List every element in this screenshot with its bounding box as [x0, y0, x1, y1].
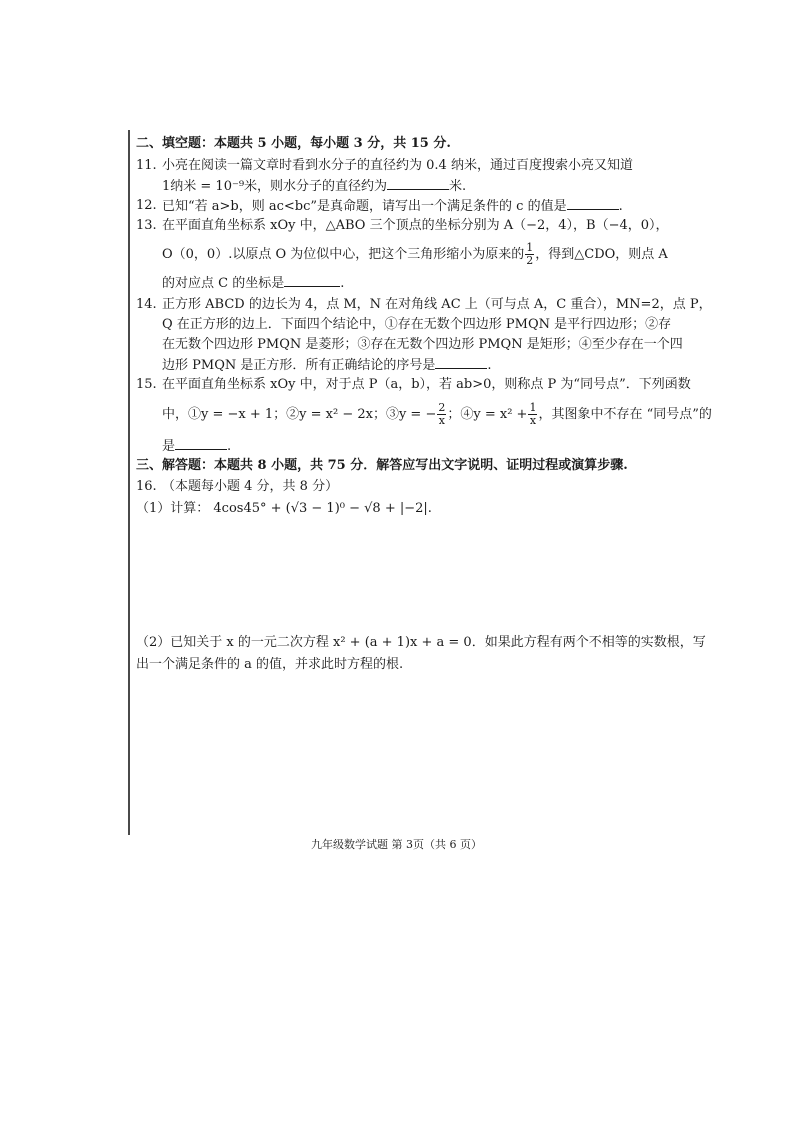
q15-line-2	[162, 402, 712, 427]
q13-fraction-numerator: 1	[526, 241, 534, 254]
q11-line-2-end: 米.	[449, 179, 467, 194]
q15-fraction-2-numerator: 1	[529, 401, 537, 414]
q11-line-2	[162, 177, 466, 195]
q16-part-1: （1）计算： 4cos45° + (√3 − 1)⁰ − √8 + |−2|.	[136, 501, 432, 516]
q11-line-1: 小亮在阅读一篇文章时看到水分子的直径约为 0.4 纳米，通过百度搜索小亮又知道	[162, 158, 633, 173]
q15-line-3	[162, 437, 231, 455]
q13-answer-blank[interactable]	[284, 274, 340, 287]
q16-header: （本题每小题 4 分，共 8 分）	[162, 479, 339, 494]
q14-line-4-text: 边形 PMQN 是正方形．所有正确结论的序号是	[162, 358, 436, 373]
q15-line-3-text: 是	[162, 439, 176, 454]
q13-number: 13.	[136, 218, 157, 233]
q14-line-3: 在无数个四边形 PMQN 是菱形；③存在无数个四边形 PMQN 是矩形；④至少存在一个四	[162, 337, 683, 352]
q13-line-1: 在平面直角坐标系 xOy 中，△ABO 三个顶点的坐标分别为 A（−2，4），B（−4，0），	[162, 218, 669, 233]
q15-number: 15.	[136, 377, 157, 392]
q13-line-2-text: O（0，0）.以原点 O 为位似中心，把这个三角形缩小为原来的	[162, 247, 525, 262]
q15-fraction-1-over-x	[528, 402, 537, 427]
q14-line-1: 正方形 ABCD 的边长为 4，点 M，N 在对角线 AC 上（可与点 A，C 重合），MN=2，点 P，	[162, 297, 712, 312]
q13-line-3-end: .	[340, 276, 345, 291]
q12-text: 已知“若 a>b，则 ac<bc”是真命题，请写出一个满足条件的 c 的值是	[162, 199, 567, 214]
q13-line-3-text: 的对应点 C 的坐标是	[162, 276, 285, 291]
q15-fraction-1-numerator: 2	[438, 401, 446, 414]
q12-line	[162, 197, 623, 215]
q13-line-2	[162, 242, 668, 267]
q16-part-2-line-2: 出一个满足条件的 a 的值，并求此时方程的根.	[136, 657, 404, 672]
q12-end: .	[618, 199, 623, 214]
q15-fraction-2-over-x	[437, 402, 446, 427]
q14-number: 14.	[136, 297, 157, 312]
q14-line-4-end: .	[487, 358, 492, 373]
q12-answer-blank[interactable]	[567, 197, 619, 210]
q14-line-2: Q 在正方形的边上．下面四个结论中，①存在无数个四边形 PMQN 是平行四边形；②存	[162, 317, 672, 332]
q16-number: 16.	[136, 479, 157, 494]
q11-answer-blank[interactable]	[387, 177, 449, 190]
q13-line-2-end: ，得到△CDO，则点 A	[535, 247, 668, 262]
q12-number: 12.	[136, 198, 157, 213]
q14-answer-blank[interactable]	[435, 356, 487, 369]
q11-line-2-text: 1纳米 = 10⁻⁹米，则水分子的直径约为	[162, 179, 388, 194]
q15-fraction-2-denominator: x	[529, 414, 537, 427]
section-2-title: 二、填空题：本题共 5 小题，每小题 3 分，共 15 分.	[136, 136, 451, 151]
q15-line-3-end: .	[227, 439, 232, 454]
page-footer: 九年级数学试题 第 3页（共 6 页）	[311, 838, 482, 851]
q13-line-3	[162, 274, 344, 292]
q15-line-1: 在平面直角坐标系 xOy 中，对于点 P（a，b），若 ab>0，则称点 P 为“同号点”．下列函数	[162, 377, 691, 392]
q15-line-2-end: ，其图象中不存在 “同号点”的	[538, 407, 712, 422]
q11-number: 11.	[136, 158, 157, 173]
section-3-title: 三、解答题：本题共 8 小题，共 75 分．解答应写出文字说明、证明过程或演算步骤.	[136, 458, 628, 473]
q16-part-2-line-1: （2）已知关于 x 的一元二次方程 x² + (a + 1)x + a = 0．如果此方程有两个不相等的实数根，写	[136, 635, 706, 650]
q13-fraction-denominator: 2	[526, 254, 534, 267]
q15-line-2-mid: ；④y = x² +	[447, 407, 528, 422]
q14-line-4	[162, 356, 492, 374]
q13-fraction-one-half	[525, 242, 534, 267]
binding-margin-line	[128, 130, 130, 835]
q15-fraction-1-denominator: x	[438, 414, 445, 427]
q15-line-2-text: 中，①y = −x + 1；②y = x² − 2x；③y = −	[162, 407, 437, 422]
q15-answer-blank[interactable]	[175, 437, 227, 450]
